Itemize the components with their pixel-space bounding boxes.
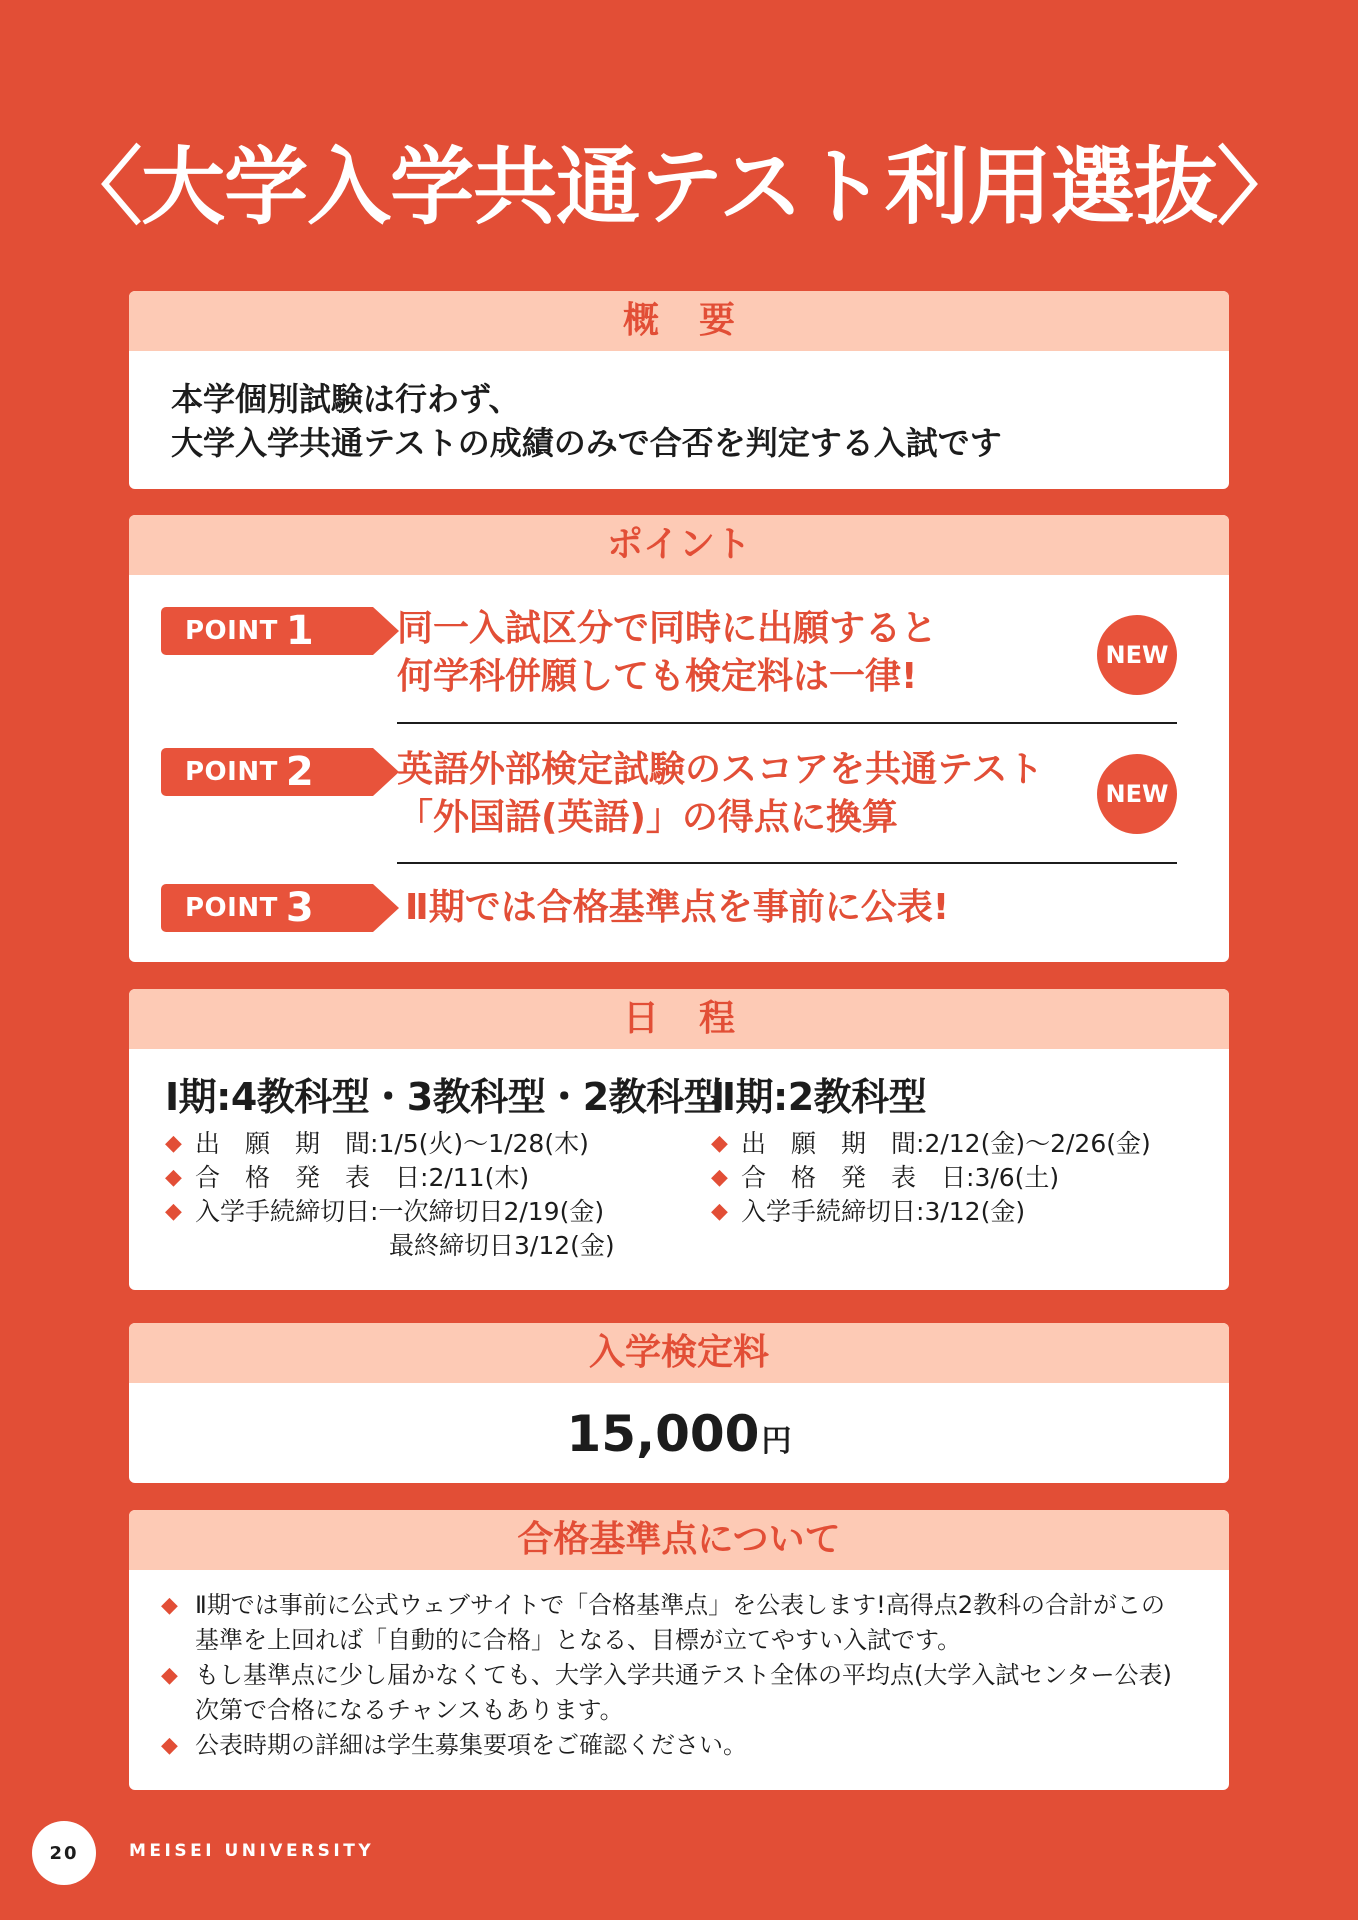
schedule-row — [711, 1161, 1151, 1195]
schedule-label: 出 願 期 間: — [741, 1129, 925, 1158]
criteria-text: Ⅱ期では事前に公式ウェブサイトで「合格基準点」を公表します!高得点2教科の合計がこの基準を上回れば「自動的に合格」となる、目標が立てやすい入試です。 — [195, 1591, 1166, 1654]
criteria-list — [129, 1570, 1229, 1763]
new-badge: NEW — [1097, 754, 1177, 834]
schedule-value: 3/12(金) — [924, 1197, 1026, 1226]
point-tag — [161, 884, 373, 932]
new-badge: NEW — [1097, 615, 1177, 695]
point-tag-word: POINT — [185, 757, 278, 787]
criteria-item — [161, 1728, 1189, 1763]
overview-line: 本学個別試験は行わず、 — [171, 380, 521, 418]
page-number: 20 — [32, 1821, 96, 1885]
diamond-icon: ◆ — [711, 1131, 728, 1156]
schedule-period-2 — [711, 1073, 1151, 1229]
schedule-value: 一次締切日2/19(金) — [378, 1197, 605, 1226]
schedule-extra: 最終締切日3/12(金) — [389, 1231, 615, 1260]
point-tag-number: 1 — [285, 608, 314, 654]
schedule-heading: 日程 — [129, 989, 1229, 1049]
schedule-row — [711, 1127, 1151, 1161]
overview-heading: 概要 — [129, 291, 1229, 351]
schedule-row — [711, 1195, 1151, 1229]
diamond-icon: ◆ — [165, 1165, 182, 1190]
point-tag-word: POINT — [185, 616, 278, 646]
page-title: 〈大学入学共通テスト利用選抜〉 — [58, 138, 1300, 236]
criteria-item — [161, 1658, 1189, 1728]
point-text-line: 「外国語(英語)」の得点に換算 — [397, 797, 898, 838]
schedule-row — [165, 1161, 721, 1195]
point-text-line: Ⅱ期では合格基準点を事前に公表! — [405, 887, 950, 928]
schedule-label: 出 願 期 間: — [195, 1129, 379, 1158]
overview-line: 大学入学共通テストの成績のみで合否を判定する入試です — [171, 424, 1002, 462]
point-tag-number: 2 — [285, 749, 314, 795]
criteria-heading: 合格基準点について — [129, 1510, 1229, 1570]
footer-university: MEISEI UNIVERSITY — [129, 1841, 375, 1861]
criteria-text: もし基準点に少し届かなくても、大学入学共通テスト全体の平均点(大学入試センター公表)次第で合格になるチャンスもあります。 — [195, 1661, 1172, 1724]
diamond-icon: ◆ — [711, 1199, 728, 1224]
fee-panel — [129, 1323, 1229, 1483]
diamond-icon: ◆ — [161, 1663, 178, 1688]
schedule-period-1 — [165, 1073, 721, 1263]
schedule-value: 2/12(金)〜2/26(金) — [924, 1129, 1151, 1158]
schedule-row — [165, 1127, 721, 1161]
point-text — [397, 746, 1044, 842]
points-heading: ポイント — [129, 515, 1229, 575]
schedule-label: 入学手続締切日: — [195, 1197, 379, 1226]
fee-heading: 入学検定料 — [129, 1323, 1229, 1383]
schedule-row — [165, 1195, 721, 1229]
point-tag-number: 3 — [285, 885, 314, 931]
fee-amount: 15,000 — [566, 1405, 760, 1463]
period-title: Ⅰ期:4教科型・3教科型・2教科型 — [165, 1075, 722, 1119]
criteria-text: 公表時期の詳細は学生募集要項をご確認ください。 — [195, 1731, 747, 1759]
point-text — [405, 884, 949, 932]
schedule-label: 合 格 発 表 日: — [741, 1163, 975, 1192]
point-divider — [397, 722, 1177, 724]
diamond-icon: ◆ — [161, 1593, 178, 1618]
points-panel — [129, 515, 1229, 962]
fee-unit: 円 — [761, 1424, 792, 1459]
diamond-icon: ◆ — [165, 1199, 182, 1224]
schedule-label: 合 格 発 表 日: — [195, 1163, 429, 1192]
period-title: Ⅱ期:2教科型 — [711, 1075, 927, 1119]
overview-text — [129, 351, 1229, 465]
point-text — [397, 605, 937, 701]
criteria-panel — [129, 1510, 1229, 1790]
point-tag — [161, 748, 373, 796]
point-text-line: 英語外部検定試験のスコアを共通テスト — [397, 749, 1044, 790]
diamond-icon: ◆ — [711, 1165, 728, 1190]
schedule-value: 3/6(土) — [974, 1163, 1060, 1192]
schedule-value: 1/5(火)〜1/28(木) — [378, 1129, 589, 1158]
schedule-panel — [129, 989, 1229, 1290]
point-tag-word: POINT — [185, 893, 278, 923]
fee-value — [129, 1383, 1229, 1463]
point-text-line: 何学科併願しても検定料は一律! — [397, 656, 918, 697]
schedule-value: 2/11(木) — [428, 1163, 530, 1192]
criteria-item — [161, 1588, 1189, 1658]
overview-panel — [129, 291, 1229, 489]
point-text-line: 同一入試区分で同時に出願すると — [397, 608, 938, 649]
diamond-icon: ◆ — [161, 1733, 178, 1758]
point-tag — [161, 607, 373, 655]
diamond-icon: ◆ — [165, 1131, 182, 1156]
point-divider — [397, 862, 1177, 864]
schedule-label: 入学手続締切日: — [741, 1197, 925, 1226]
